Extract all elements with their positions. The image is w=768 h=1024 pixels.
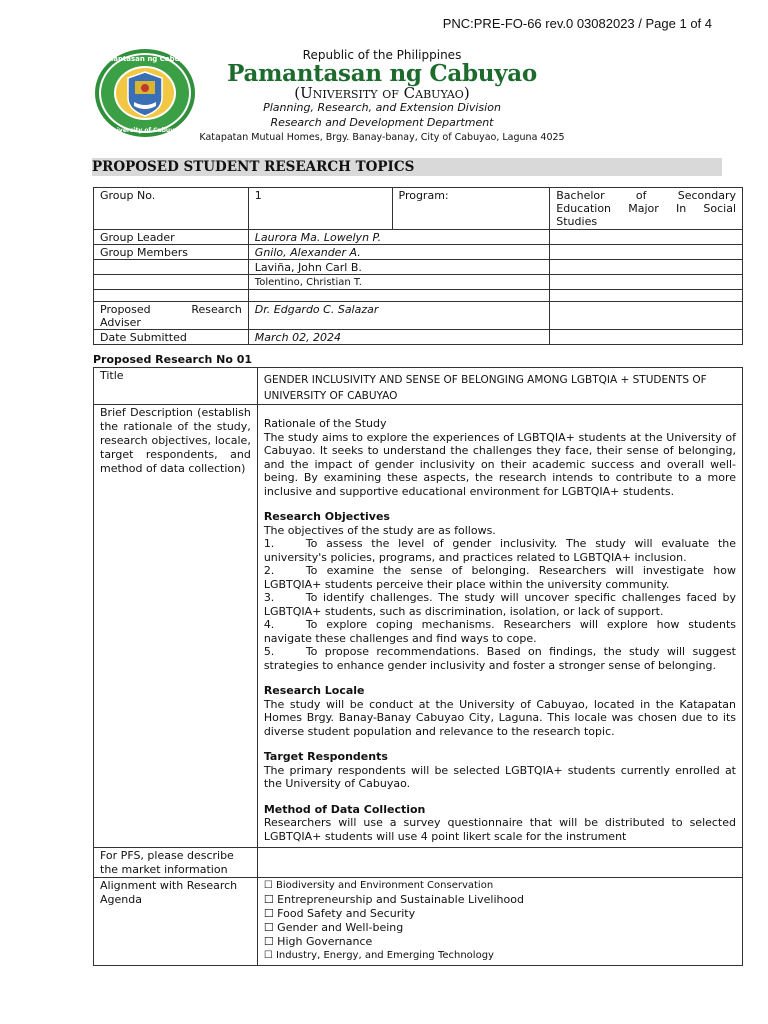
- group-no-label: Group No.: [94, 188, 249, 230]
- group-member: Gnilo, Alexander A.: [248, 245, 549, 260]
- objective-item: 3. To identify challenges. The study will uncover specific challenges faced by LGBTQIA+ students, such as discrimination, isolation, or lack of support.: [263, 591, 736, 618]
- university-seal-logo: [94, 48, 196, 138]
- pfs-label: For PFS, please describe the market information: [94, 848, 258, 878]
- rationale-text: The study aims to explore the experiences of LGBTQIA+ students at the University of Cabuyao. It seeks to understand the challenges they face, their sense of belonging, and the impact of gender inclusivity on their academic success and overall well-being. By examining these aspects, the research intends to contribute to a more inclusive and supportive educational environment for LGBTQIA+ students.: [263, 430, 736, 498]
- agenda-checkbox-item[interactable]: ☐ High Governance: [263, 935, 373, 948]
- brief-description: [257, 405, 742, 848]
- locale-text: The study will be conduct at the University of Cabuyao, located in the Katapatan Homes Brgy. Banay-Banay Cabuyao City, Laguna. This locale was chosen due to its diverse student population and relevance to the research topic.: [263, 697, 736, 738]
- agenda-checkbox-item[interactable]: ☐ Gender and Well-being: [263, 921, 404, 934]
- agenda-checkbox-item[interactable]: ☐ Biodiversity and Environment Conservation: [263, 880, 494, 891]
- division-name: Planning, Research, and Extension Division: [263, 101, 501, 114]
- brief-description-label: Brief Description (establish the rationale of the study, research objectives, locale, target respondents, and method of data collection): [94, 405, 258, 848]
- respondents-heading: Target Respondents: [263, 750, 388, 763]
- respondents-text: The primary respondents will be selected LGBTQIA+ students currently enrolled at the University of Cabuyao.: [263, 763, 736, 790]
- objectives-heading: Research Objectives: [263, 510, 390, 523]
- agenda-checkbox-item[interactable]: ☐ Entrepreneurship and Sustainable Livelihood: [263, 893, 524, 906]
- agenda-checkbox-item[interactable]: ☐ Industry, Energy, and Emerging Technology: [263, 950, 494, 961]
- department-name: Research and Development Department: [270, 116, 494, 129]
- program-label: Program:: [392, 188, 550, 230]
- group-member: Laviña, John Carl B.: [248, 260, 549, 275]
- seal-text-bottom: University of Cabuyao: [107, 127, 183, 134]
- adviser-value: Dr. Edgardo C. Salazar: [248, 302, 549, 330]
- republic-line: Republic of the Philippines: [302, 48, 462, 62]
- pfs-value: [257, 848, 742, 878]
- date-submitted-value: March 02, 2024: [248, 330, 549, 345]
- university-address: Katapatan Mutual Homes, Brgy. Banay-banay, City of Cabuyao, Laguna 4025: [199, 132, 565, 143]
- agenda-checkbox-item[interactable]: ☐ Food Safety and Security: [263, 907, 416, 920]
- title-label: Title: [94, 368, 258, 405]
- proposal-number-label: Proposed Research No 01: [93, 353, 253, 366]
- method-text: Researchers will use a survey questionnaire that will be distributed to selected LGBTQIA+ students will use 4 point likert scale for the instrument: [263, 816, 736, 843]
- date-submitted-label: Date Submitted: [94, 330, 249, 345]
- seal-text-top: Pamantasan ng Cabuyao: [96, 55, 194, 63]
- university-english-name: (University of Cabuyao): [294, 84, 470, 102]
- proposal-table: [93, 367, 743, 966]
- rationale-heading: Rationale of the Study: [263, 417, 387, 430]
- title-value: GENDER INCLUSIVITY AND SENSE OF BELONGING AMONG LGBTQIA + STUDENTS OF UNIVERSITY OF CABUYAO: [257, 368, 742, 405]
- group-leader-label: Group Leader: [94, 230, 249, 245]
- objective-item: 2. To examine the sense of belonging. Researchers will investigate how LGBTQIA+ students perceive their place within the university community.: [263, 564, 736, 591]
- program-value: Bachelor of Secondary Education Major In Social Studies: [550, 188, 743, 230]
- objective-item: 1. To assess the level of gender inclusivity. The study will evaluate the university's policies, programs, and practices related to LGBTQIA+ inclusion.: [263, 537, 736, 564]
- adviser-label: Proposed Research Adviser: [94, 302, 249, 330]
- agenda-label: Alignment with Research Agenda: [94, 878, 258, 966]
- document-reference: PNC:PRE-FO-66 rev.0 03082023 / Page 1 of 4: [442, 16, 712, 31]
- objective-item: 5. To propose recommendations. Based on findings, the study will suggest strategies to enhance gender inclusivity and foster a stronger sense of belonging.: [263, 645, 736, 672]
- group-no-value: 1: [248, 188, 392, 230]
- university-name: Pamantasan ng Cabuyao: [227, 60, 537, 87]
- objectives-intro: The objectives of the study are as follows.: [263, 523, 496, 537]
- group-info-table: [93, 187, 743, 345]
- group-leader-value: Laurora Ma. Lowelyn P.: [248, 230, 549, 245]
- objective-item: 4. To explore coping mechanisms. Researchers will explore how students navigate these challenges and find ways to cope.: [263, 618, 736, 645]
- agenda-list: [257, 878, 742, 966]
- method-heading: Method of Data Collection: [263, 802, 426, 816]
- locale-heading: Research Locale: [263, 684, 365, 697]
- group-member: Tolentino, Christian T.: [248, 275, 549, 290]
- group-members-label: Group Members: [94, 245, 249, 260]
- section-title: PROPOSED STUDENT RESEARCH TOPICS: [92, 158, 722, 176]
